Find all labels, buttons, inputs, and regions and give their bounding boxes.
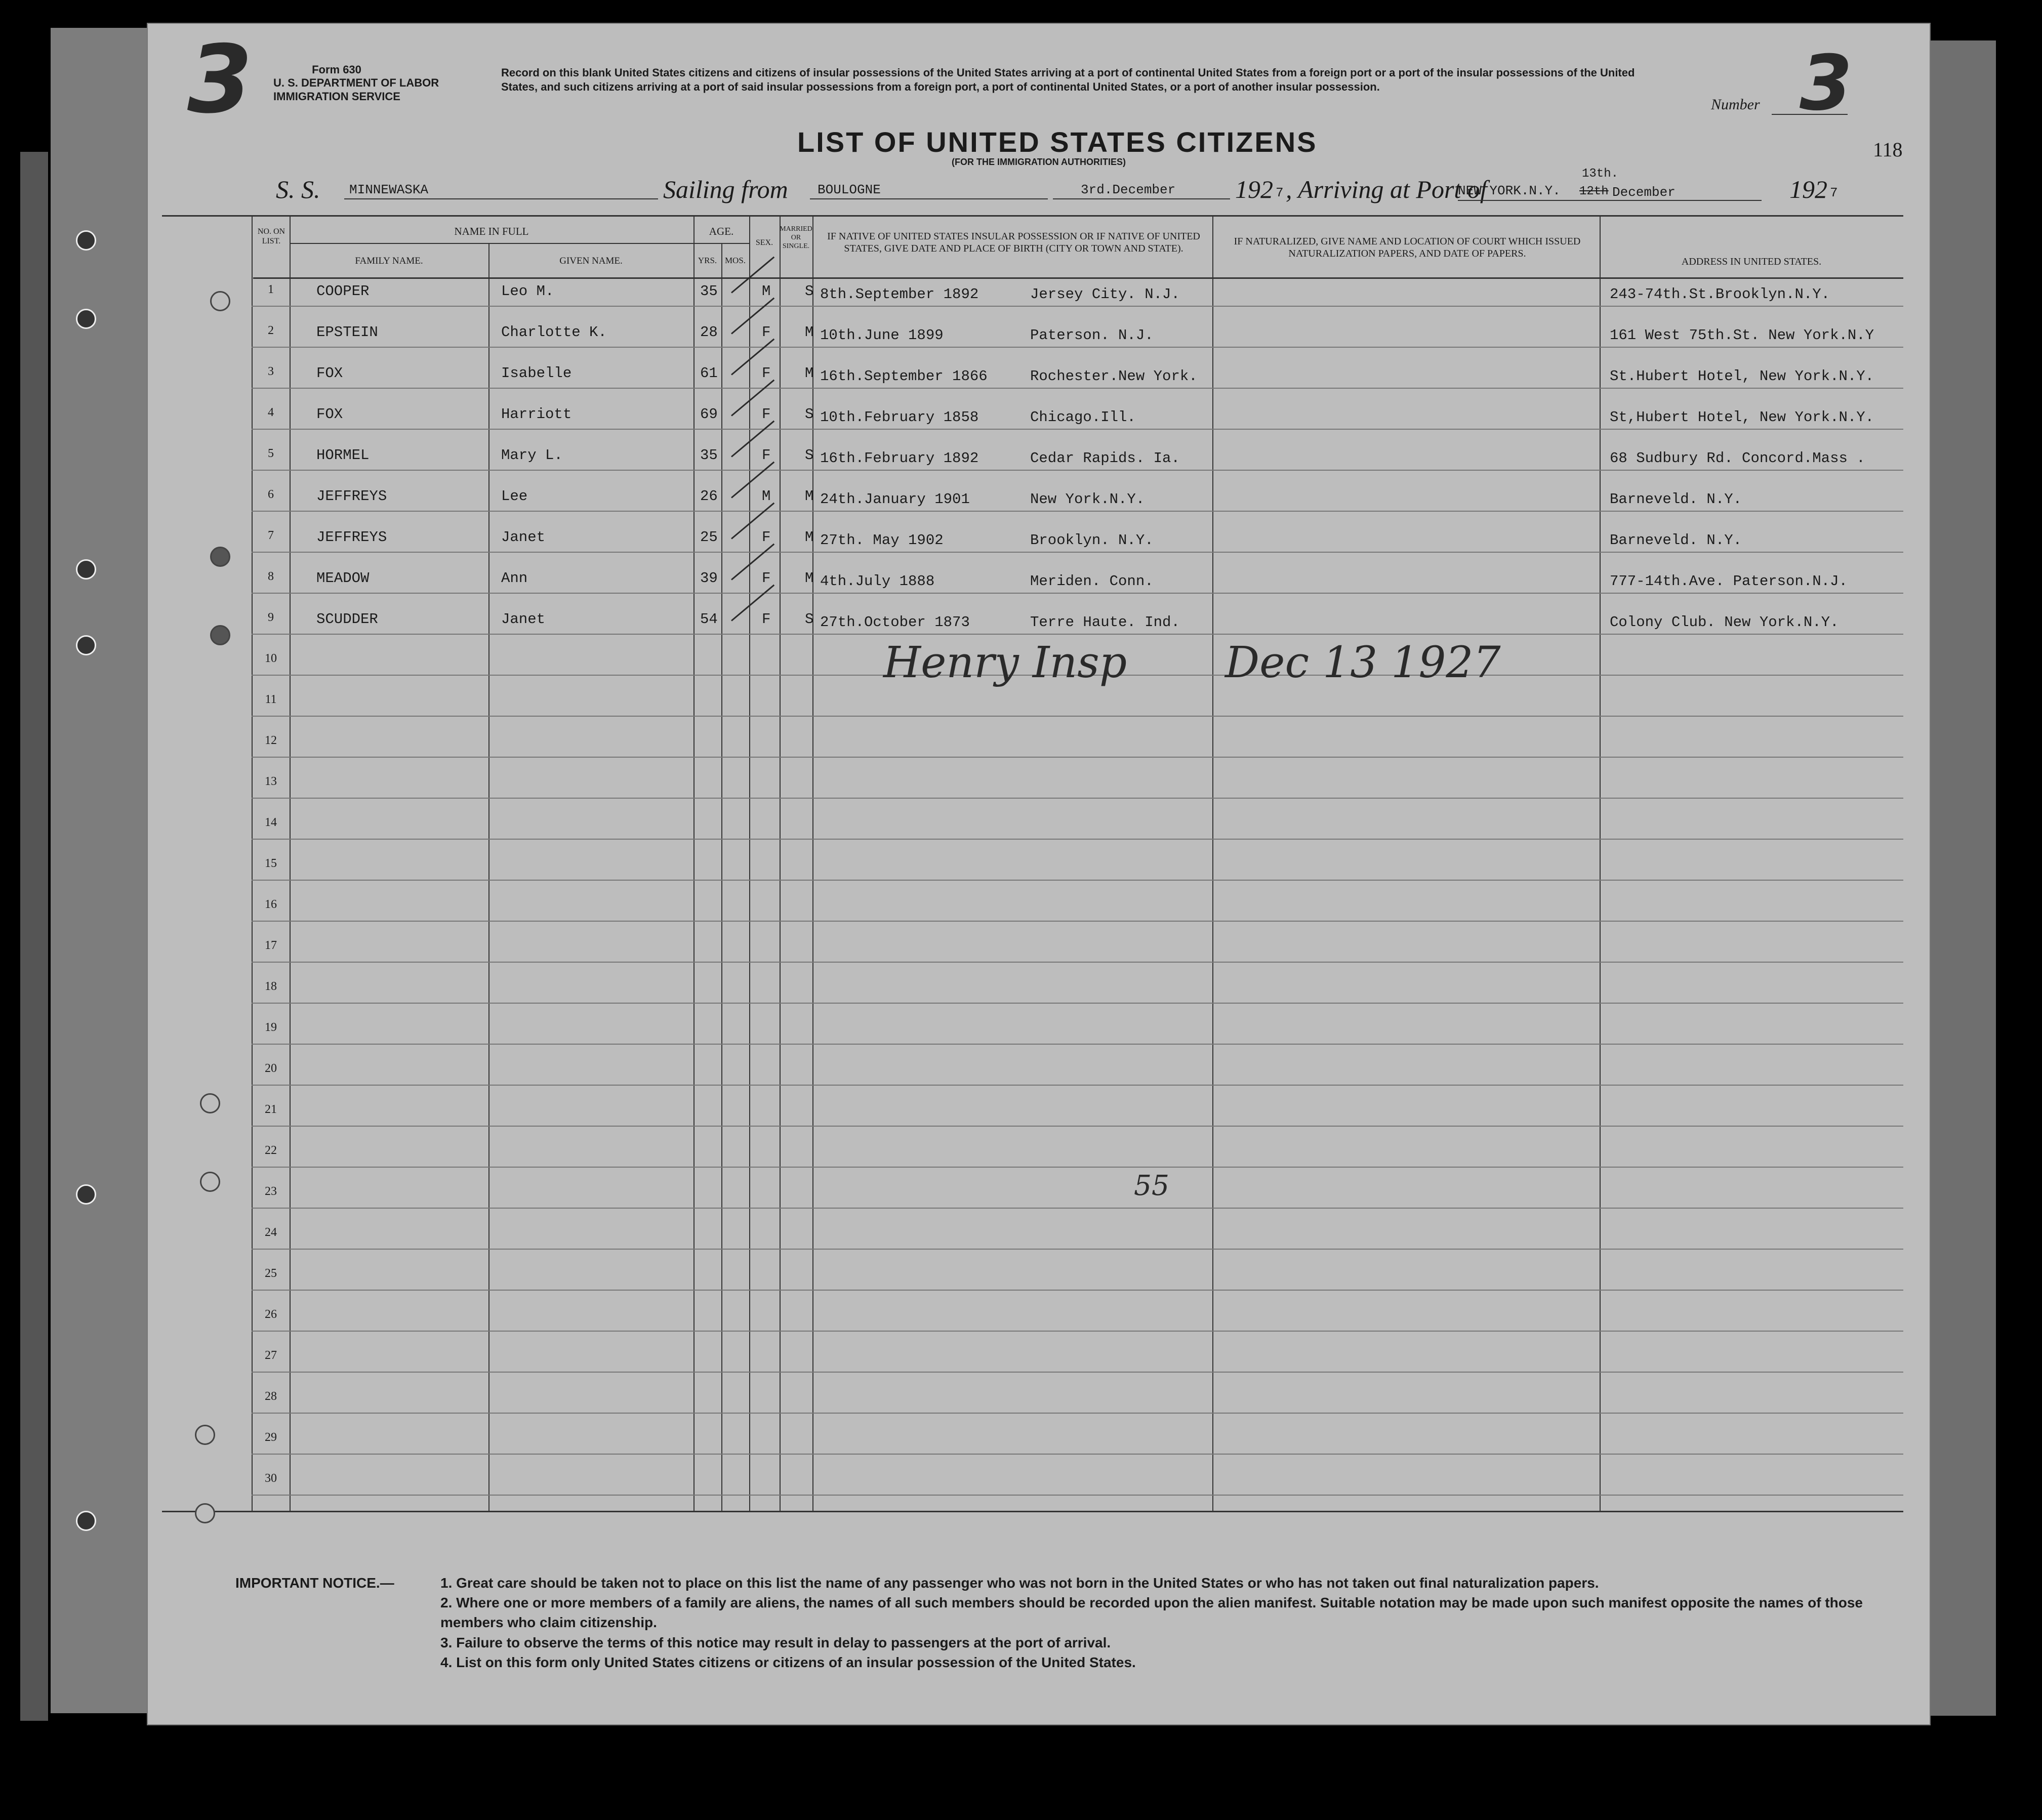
row-rule <box>252 757 1903 758</box>
row-rule <box>252 347 1903 348</box>
row-rule <box>252 1249 1903 1250</box>
marital-status-cell: S <box>805 283 814 300</box>
punch-hole <box>210 625 230 645</box>
sex-cell: M <box>762 488 771 505</box>
form-info <box>273 63 439 103</box>
row-rule <box>252 839 1903 840</box>
address-cell: St,Hubert Hotel, New York.N.Y. <box>1610 409 1874 426</box>
age-cell: 35 <box>700 447 718 464</box>
punch-hole <box>195 1503 215 1523</box>
punch-hole <box>76 635 96 655</box>
page-subtitle: (FOR THE IMMIGRATION AUTHORITIES) <box>952 157 1126 167</box>
row-rule <box>252 1454 1903 1455</box>
punch-hole <box>76 230 96 251</box>
birth-date-cell: 27th. May 1902 <box>820 532 944 549</box>
family-name-cell: FOX <box>316 406 343 423</box>
col-header-mos: MOS. <box>724 256 746 265</box>
birth-date-cell: 16th.February 1892 <box>820 450 979 467</box>
row-number: 16 <box>265 898 277 911</box>
given-name-cell: Janet <box>501 529 546 546</box>
birth-place-cell: Rochester.New York. <box>1030 368 1198 385</box>
marital-status-cell: S <box>805 406 814 423</box>
row-number: 12 <box>265 734 277 747</box>
service: IMMIGRATION SERVICE <box>273 90 400 103</box>
row-rule <box>252 716 1903 717</box>
port-to: NEW YORK.N.Y. <box>1458 183 1561 198</box>
col-header-naturalized: IF NATURALIZED, GIVE NAME AND LOCATION OF COURT WHICH ISSUED NATURALIZATION PAPERS, AND DATE OF PAPERS. <box>1234 236 1581 259</box>
sex-cell: F <box>762 447 771 464</box>
sex-cell: F <box>762 570 771 587</box>
col-header-age: AGE. <box>709 225 734 237</box>
row-number: 14 <box>265 816 277 829</box>
col-header-no: NO. ON LIST. <box>257 227 285 246</box>
col-header-family: FAMILY NAME. <box>355 256 423 266</box>
list-number: 3 <box>1800 39 1853 128</box>
given-name-cell: Leo M. <box>501 283 554 300</box>
row-number: 8 <box>268 570 274 583</box>
col-header-yrs: YRS. <box>698 256 717 265</box>
age-cell: 39 <box>700 570 718 587</box>
table-top-rule <box>162 215 1903 217</box>
age-cell: 26 <box>700 488 718 505</box>
row-rule <box>252 1495 1903 1496</box>
row-rule <box>252 962 1903 963</box>
col-header-married: MARRIED OR SINGLE. <box>780 225 812 250</box>
row-rule <box>252 1003 1903 1004</box>
age-cell: 35 <box>700 283 718 300</box>
birth-place-cell: Brooklyn. N.Y. <box>1030 532 1154 549</box>
marital-status-cell: M <box>805 365 814 382</box>
marital-status-cell: M <box>805 570 814 587</box>
year-prefix: 192 <box>1235 175 1273 203</box>
row-number: 26 <box>265 1308 277 1321</box>
birth-date-cell: 16th.September 1866 <box>820 368 988 385</box>
arriving-label: , Arriving at Port of <box>1286 175 1487 203</box>
punch-hole <box>200 1172 220 1192</box>
row-rule <box>252 1413 1903 1414</box>
punch-hole <box>76 1184 96 1205</box>
row-number: 1 <box>268 283 274 296</box>
family-name-cell: SCUDDER <box>316 611 378 628</box>
row-rule <box>252 593 1903 594</box>
family-name-cell: FOX <box>316 365 343 382</box>
punch-hole <box>195 1425 215 1445</box>
corner-number: 3 <box>187 25 253 134</box>
birth-date-cell: 4th.July 1888 <box>820 573 935 590</box>
row-number: 28 <box>265 1390 277 1403</box>
birth-date-cell: 8th.September 1892 <box>820 286 979 303</box>
row-number: 29 <box>265 1431 277 1444</box>
number-label: Number <box>1711 96 1760 113</box>
row-number: 18 <box>265 980 277 993</box>
form-instructions: Record on this blank United States citizens and citizens of insular possessions of the United States arriving at a port of continental United States from a foreign port or a port of the insular possessions of the United States, and such citizens arriving at a port of said insular possessions from a foreign port, a port of continental United States, or a port of another insular possession. <box>501 66 1635 93</box>
arrival-year-prefix: 192 <box>1789 175 1827 203</box>
row-number: 25 <box>265 1267 277 1280</box>
arrival-day: 13th. <box>1582 167 1619 181</box>
row-number: 2 <box>268 324 274 337</box>
sailing-label: Sailing from <box>663 175 788 203</box>
binding-strip <box>20 152 48 1721</box>
notice-items <box>440 1573 1883 1672</box>
row-rule <box>252 470 1903 471</box>
age-cell: 28 <box>700 324 718 341</box>
ss-label: S. S. <box>276 175 320 203</box>
address-cell: St.Hubert Hotel, New York.N.Y. <box>1610 368 1874 385</box>
row-rule <box>252 1372 1903 1373</box>
table-bottom-rule <box>162 1511 1903 1512</box>
row-number: 27 <box>265 1349 277 1362</box>
family-name-cell: MEADOW <box>316 570 370 587</box>
birth-place-cell: New York.N.Y. <box>1030 491 1145 508</box>
punch-hole <box>76 559 96 580</box>
col-rule <box>252 215 253 1511</box>
sex-cell: F <box>762 365 771 382</box>
row-number: 20 <box>265 1062 277 1075</box>
col-header-birth: IF NATIVE OF UNITED STATES INSULAR POSSESSION OR IF NATIVE OF UNITED STATES, GIVE DATE AND PLACE OF BIRTH (CITY OR TOWN AND STATE). <box>827 231 1200 254</box>
age-cell: 25 <box>700 529 718 546</box>
row-number: 19 <box>265 1021 277 1034</box>
family-name-cell: JEFFREYS <box>316 488 387 505</box>
birth-date-cell: 10th.February 1858 <box>820 409 979 426</box>
notice-item: 2. Where one or more members of a family are aliens, the names of all such members should be recorded upon the alien manifest. Suitable notation may be made upon such manifest opposite the names of those members who claim citizenship. <box>440 1595 1863 1631</box>
signature-date: Dec 13 1927 <box>1225 638 1501 688</box>
col-rule <box>721 243 722 1511</box>
given-name-cell: Lee <box>501 488 528 505</box>
row-rule <box>252 1044 1903 1045</box>
punch-hole <box>210 547 230 567</box>
page-edge <box>1929 40 1996 1716</box>
row-number: 5 <box>268 447 274 460</box>
row-rule <box>252 306 1903 307</box>
birth-place-cell: Chicago.Ill. <box>1030 409 1136 426</box>
col-header-given: GIVEN NAME. <box>559 256 623 266</box>
row-number: 11 <box>265 693 277 706</box>
page-count: 55 <box>1134 1169 1169 1202</box>
row-rule <box>252 388 1903 389</box>
number-underline <box>1772 114 1848 115</box>
sex-cell: F <box>762 406 771 423</box>
age-cell: 69 <box>700 406 718 423</box>
birth-date-cell: 24th.January 1901 <box>820 491 970 508</box>
col-header-sex: SEX. <box>755 238 773 247</box>
given-name-cell: Mary L. <box>501 447 563 464</box>
row-number: 3 <box>268 365 274 378</box>
given-name-cell: Ann <box>501 570 528 587</box>
row-number: 4 <box>268 406 274 419</box>
row-rule <box>252 1167 1903 1168</box>
row-number: 15 <box>265 857 277 870</box>
marital-status-cell: S <box>805 611 814 628</box>
address-cell: Barneveld. N.Y. <box>1610 491 1742 508</box>
row-number: 7 <box>268 529 274 542</box>
sex-cell: F <box>762 611 771 628</box>
row-number: 23 <box>265 1185 277 1198</box>
row-rule <box>252 1085 1903 1086</box>
row-rule <box>252 880 1903 881</box>
row-number: 13 <box>265 775 277 788</box>
port-underline <box>810 198 1048 199</box>
arrival-day-struck: 12th <box>1579 185 1609 198</box>
departure-date: 3rd.December <box>1081 182 1176 197</box>
birth-date-cell: 27th.October 1873 <box>820 614 970 631</box>
birth-place-cell: Terre Haute. Ind. <box>1030 614 1180 631</box>
marital-status-cell: M <box>805 529 814 546</box>
address-cell: 161 West 75th.St. New York.N.Y <box>1610 327 1874 344</box>
col-header-name: NAME IN FULL <box>454 225 529 237</box>
given-name-cell: Isabelle <box>501 365 572 382</box>
given-name-cell: Harriott <box>501 406 572 423</box>
birth-place-cell: Cedar Rapids. Ia. <box>1030 450 1180 467</box>
punch-hole <box>210 291 230 311</box>
row-number: 30 <box>265 1472 277 1485</box>
family-name-cell: EPSTEIN <box>316 324 378 341</box>
row-number: 10 <box>265 652 277 665</box>
row-number: 6 <box>268 488 274 501</box>
col-rule <box>693 215 695 1511</box>
arrival-month: December <box>1612 185 1676 200</box>
birth-place-cell: Paterson. N.J. <box>1030 327 1154 344</box>
header-bottom-rule <box>253 277 1903 279</box>
row-number: 21 <box>265 1103 277 1116</box>
row-number: 22 <box>265 1144 277 1157</box>
birth-place-cell: Meriden. Conn. <box>1030 573 1154 590</box>
date-underline <box>1053 198 1230 199</box>
row-rule <box>252 1290 1903 1291</box>
address-cell: 243-74th.St.Brooklyn.N.Y. <box>1610 286 1830 303</box>
sex-cell: M <box>762 283 771 300</box>
address-cell: 68 Sudbury Rd. Concord.Mass . <box>1610 450 1865 467</box>
family-name-cell: JEFFREYS <box>316 529 387 546</box>
page-title: LIST OF UNITED STATES CITIZENS <box>797 126 1318 158</box>
row-number: 9 <box>268 611 274 624</box>
sex-cell: F <box>762 529 771 546</box>
row-number: 24 <box>265 1226 277 1239</box>
row-rule <box>252 552 1903 553</box>
notice-item: 3. Failure to observe the terms of this notice may result in delay to passengers at the port of arrival. <box>440 1634 1111 1650</box>
address-cell: Colony Club. New York.N.Y. <box>1610 614 1839 631</box>
department: U. S. DEPARTMENT OF LABOR <box>273 76 439 90</box>
notice-item: 1. Great care should be taken not to place on this list the name of any passenger who was not born in the United States or who has not taken out final naturalization papers. <box>440 1575 1599 1591</box>
punch-hole <box>76 309 96 329</box>
col-rule <box>780 215 781 1511</box>
family-name-cell: HORMEL <box>316 447 370 464</box>
col-rule <box>488 243 489 1511</box>
age-cell: 61 <box>700 365 718 382</box>
col-header-address: ADDRESS IN UNITED STATES. <box>1681 256 1822 267</box>
col-rule <box>290 215 291 1511</box>
notice-label: IMPORTANT NOTICE.— <box>235 1575 394 1591</box>
given-name-cell: Janet <box>501 611 546 628</box>
row-number: 17 <box>265 939 277 952</box>
row-rule <box>252 798 1903 799</box>
birth-date-cell: 10th.June 1899 <box>820 327 944 344</box>
row-rule <box>252 511 1903 512</box>
row-rule <box>252 634 1903 635</box>
arrival-year-suffix: 7 <box>1830 185 1838 200</box>
col-rule <box>749 215 750 1511</box>
year-suffix: 7 <box>1276 185 1284 200</box>
punch-hole <box>76 1511 96 1531</box>
subheader-rule <box>290 243 749 244</box>
arrival-underline <box>1458 200 1762 201</box>
given-name-cell: Charlotte K. <box>501 324 607 341</box>
marital-status-cell: M <box>805 488 814 505</box>
port-from: BOULOGNE <box>818 182 881 197</box>
form-number: Form 630 <box>312 63 361 76</box>
inspector-signature: Henry Insp <box>883 638 1127 688</box>
address-cell: Barneveld. N.Y. <box>1610 532 1742 549</box>
row-rule <box>252 1126 1903 1127</box>
ship-underline <box>344 198 658 199</box>
ship-name: MINNEWASKA <box>349 182 429 197</box>
col-rule <box>1600 215 1601 1511</box>
page-number: 118 <box>1873 138 1903 161</box>
row-rule <box>252 429 1903 430</box>
family-name-cell: COOPER <box>316 283 370 300</box>
row-rule <box>252 1331 1903 1332</box>
birth-place-cell: Jersey City. N.J. <box>1030 286 1180 303</box>
punch-hole <box>200 1093 220 1113</box>
col-rule <box>1212 215 1213 1511</box>
marital-status-cell: M <box>805 324 814 341</box>
address-cell: 777-14th.Ave. Paterson.N.J. <box>1610 573 1848 590</box>
row-rule <box>252 1208 1903 1209</box>
row-rule <box>252 921 1903 922</box>
marital-status-cell: S <box>805 447 814 464</box>
notice-item: 4. List on this form only United States citizens or citizens of an insular possession of the United States. <box>440 1654 1136 1670</box>
age-cell: 54 <box>700 611 718 628</box>
sex-cell: F <box>762 324 771 341</box>
